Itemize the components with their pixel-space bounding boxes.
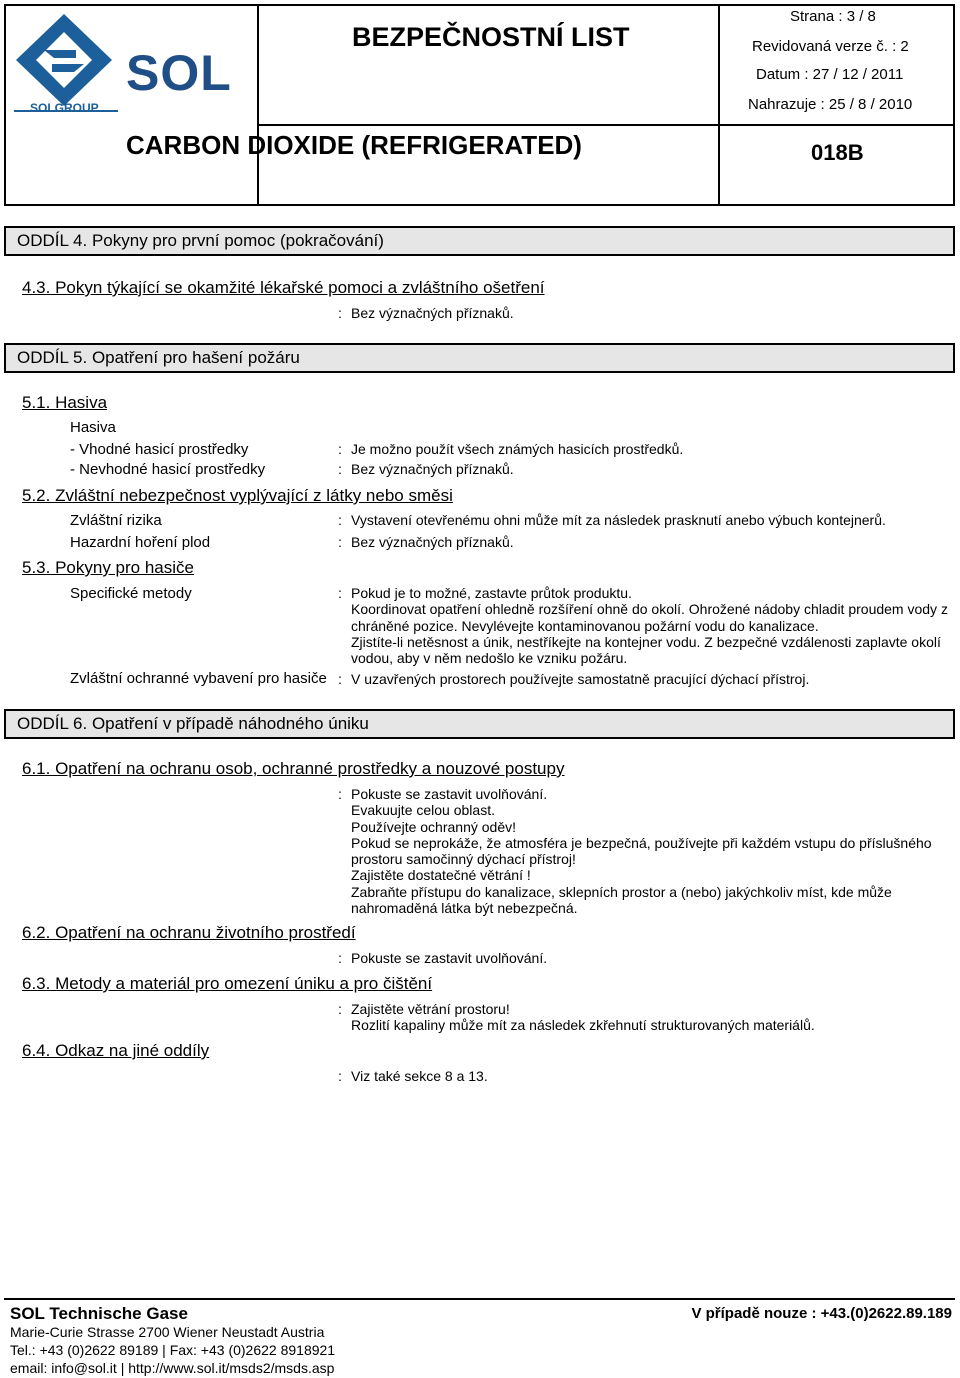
- page-number: Strana : 3 / 8: [790, 8, 876, 25]
- colon: :: [338, 512, 342, 528]
- value-horeni: Bez význačných příznaků.: [351, 534, 514, 550]
- value-6-3: Zajistěte větrání prostoru! Rozlití kapaliny může mít za následek zkřehnutí strukturovaných materiálů.: [351, 1001, 815, 1034]
- value-6-4: Viz také sekce 8 a 13.: [351, 1068, 488, 1084]
- colon: :: [338, 585, 342, 601]
- value-6-1: Pokuste se zastavit uvolňování. Evakuujte celou oblast. Používejte ochranný oděv! Pokud se neprokáže, že atmosféra je bezpečná, používejte při každém vstupu do příslušného prostoru samočinný dýchací přístroj! Zajistěte dostatečné větrání ! Zabraňte přístupu do kanalizace, sklepních prostor a (nebo) jakýchkoliv míst, kde může nahromaděná látka být nebezpečná.: [351, 786, 932, 917]
- document-title: BEZPEČNOSTNÍ LIST: [352, 22, 630, 52]
- heading-6-2: 6.2. Opatření na ochranu životního prostředí: [22, 923, 356, 942]
- colon: :: [338, 1068, 342, 1084]
- revision: Revidovaná verze č. : 2: [752, 38, 909, 55]
- colon: :: [338, 950, 342, 966]
- section-4-bar: ODDÍL 4. Pokyny pro první pomoc (pokračování): [4, 226, 955, 256]
- footer-web: email: info@sol.it | http://www.sol.it/msds2/msds.asp: [10, 1360, 335, 1376]
- heading-4-3: 4.3. Pokyn týkající se okamžité lékařské pomoci a zvláštního ošetření: [22, 278, 545, 297]
- colon: :: [338, 305, 342, 321]
- colon: :: [338, 441, 342, 457]
- sol-logo: [14, 10, 250, 120]
- logo-group: SOLGROUP: [30, 101, 99, 115]
- colon: :: [338, 1001, 342, 1017]
- header-divider: [718, 4, 720, 206]
- footer-divider: [4, 1298, 955, 1300]
- colon: :: [338, 671, 342, 687]
- label-rizika: Zvláštní rizika: [70, 512, 162, 529]
- label-horeni: Hazardní hoření plod: [70, 534, 211, 551]
- heading-5-3: 5.3. Pokyny pro hasiče: [22, 558, 194, 577]
- header-divider: [257, 4, 259, 206]
- revision-date: Datum : 27 / 12 / 2011: [756, 66, 904, 83]
- heading-5-2: 5.2. Zvláštní nebezpečnost vyplývající z látky nebo směsi: [22, 486, 453, 505]
- section-5-bar: ODDÍL 5. Opatření pro hašení požáru: [4, 343, 955, 373]
- colon: :: [338, 461, 342, 477]
- label-metody: Specifické metody: [70, 585, 192, 602]
- label-vhodne: - Vhodné hasicí prostředky: [70, 441, 249, 458]
- product-code: 018B: [811, 140, 864, 165]
- label-nevhodne: - Nevhodné hasicí prostředky: [70, 461, 266, 478]
- footer-emergency: V případě nouze : +43.(0)2622.89.189: [691, 1305, 952, 1322]
- product-name: CARBON DIOXIDE (REFRIGERATED): [126, 130, 582, 160]
- value-vybaveni: V uzavřených prostorech používejte samostatně pracující dýchací přístroj.: [351, 671, 810, 687]
- value-4-3: Bez význačných příznaků.: [351, 305, 514, 321]
- value-vhodne: Je možno použít všech známých hasicích prostředků.: [351, 441, 684, 457]
- header-divider: [257, 124, 955, 126]
- value-nevhodne: Bez význačných příznaků.: [351, 461, 514, 477]
- heading-5-1: 5.1. Hasiva: [22, 393, 108, 412]
- colon: :: [338, 534, 342, 550]
- section-6-bar: ODDÍL 6. Opatření v případě náhodného úniku: [4, 709, 955, 739]
- value-metody: Pokud je to možné, zastavte průtok produktu. Koordinovat opatření ohledně rozšíření ohně do okolí. Ohrožené nádoby chladit proudem vody z chráněné pozice. Nevylévejte kontaminovanou požární vodu do kanalizace. Zjistíte-li netěsnost a únik, nestříkejte na kontejner vodu. Z bezpečné vzdálenosti zaplavte okolí vodou, aby v něm nedošlo ke vzniku požáru.: [351, 585, 948, 667]
- heading-6-4: 6.4. Odkaz na jiné oddíly: [22, 1041, 210, 1060]
- value-rizika: Vystavení otevřenému ohni může mít za následek prasknutí anebo výbuch kontejnerů.: [351, 512, 886, 528]
- footer-phone: Tel.: +43 (0)2622 89189 | Fax: +43 (0)2622 8918921: [10, 1342, 336, 1358]
- footer-address: Marie-Curie Strasse 2700 Wiener Neustadt Austria: [10, 1324, 325, 1340]
- heading-6-3: 6.3. Metody a materiál pro omezení úniku a pro čištění: [22, 974, 433, 993]
- footer-company: SOL Technische Gase: [10, 1304, 188, 1323]
- replaces-date: Nahrazuje : 25 / 8 / 2010: [748, 96, 913, 113]
- label-hasiva: Hasiva: [70, 419, 116, 436]
- value-6-2: Pokuste se zastavit uvolňování.: [351, 950, 548, 966]
- colon: :: [338, 786, 342, 802]
- heading-6-1: 6.1. Opatření na ochranu osob, ochranné prostředky a nouzové postupy: [22, 759, 565, 778]
- logo-brand: SOL: [126, 45, 232, 101]
- label-vybaveni: Zvláštní ochranné vybavení pro hasiče: [70, 670, 327, 687]
